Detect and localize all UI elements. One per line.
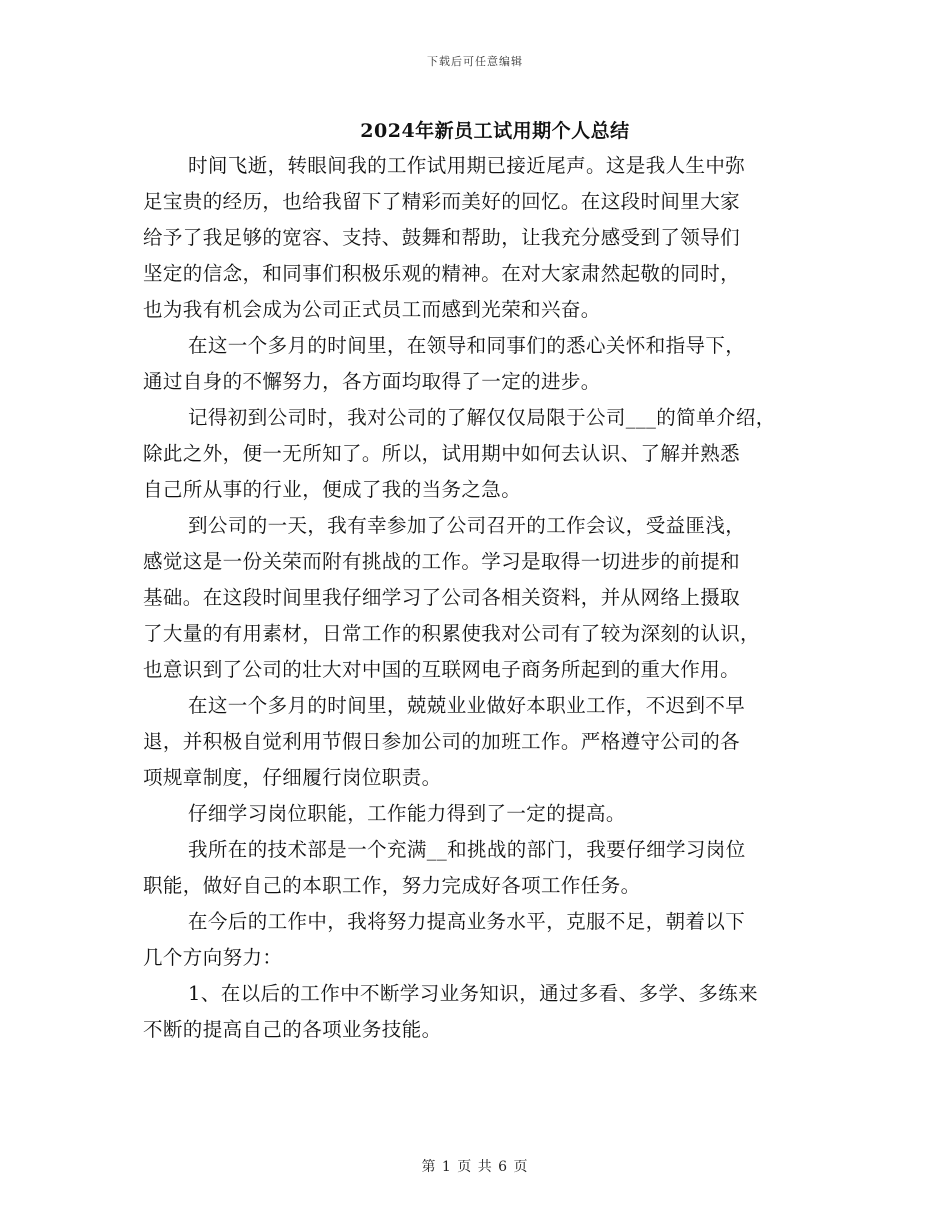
- paragraph-line: 给予了我足够的宽容、支持、鼓舞和帮助，让我充分感受到了领导们: [143, 226, 741, 249]
- paragraph-line: 1、在以后的工作中不断学习业务知识，通过多看、多学、多练来: [188, 982, 759, 1005]
- paragraph-line: 感觉这是一份关荣而附有挑战的工作。学习是取得一切进步的前提和: [143, 550, 741, 573]
- paragraph-line: 也意识到了公司的壮大对中国的互联网电子商务所起到的重大作用。: [143, 658, 741, 681]
- paragraph-line: 自己所从事的行业，便成了我的当务之急。: [143, 478, 522, 501]
- paragraph-line: 足宝贵的经历，也给我留下了精彩而美好的回忆。在这段时间里大家: [143, 190, 741, 213]
- paragraph-line: 我所在的技术部是一个充满__和挑战的部门，我要仔细学习岗位: [188, 838, 746, 861]
- paragraph-line: 几个方向努力：: [143, 946, 283, 969]
- paragraph-line: 除此之外，便一无所知了。所以，试用期中如何去认识、了解并熟悉: [143, 442, 741, 465]
- paragraph-line: 了大量的有用素材，日常工作的积累使我对公司有了较为深刻的认识，: [143, 622, 760, 645]
- document-body: [143, 148, 833, 1048]
- paragraph-line: 在这一个多月的时间里，在领导和同事们的悉心关怀和指导下，: [188, 334, 746, 357]
- paragraph-line: 在今后的工作中，我将努力提高业务水平，克服不足，朝着以下: [188, 910, 746, 933]
- paragraph-line: 职能，做好自己的本职工作，努力完成好各项工作任务。: [143, 874, 641, 897]
- page-footer: 第 1 页 共 6 页: [421, 1159, 529, 1175]
- paragraph-line: 不断的提高自己的各项业务技能。: [143, 1018, 442, 1041]
- paragraph-line: 基础。在这段时间里我仔细学习了公司各相关资料，并从网络上摄取: [143, 586, 741, 609]
- paragraph-line: 坚定的信念，和同事们积极乐观的精神。在对大家肃然起敬的同时，: [143, 262, 741, 285]
- page-header: 下载后可任意编辑: [427, 55, 523, 68]
- paragraph-line: 项规章制度，仔细履行岗位职责。: [143, 766, 442, 789]
- paragraph-line: 记得初到公司时，我对公司的了解仅仅局限于公司___的简单介绍，: [188, 406, 776, 429]
- paragraph-line: 仔细学习岗位职能，工作能力得到了一定的提高。: [188, 802, 626, 825]
- paragraph-line: 退，并积极自觉利用节假日参加公司的加班工作。严格遵守公司的各: [143, 730, 741, 753]
- paragraph-line: 到公司的一天，我有幸参加了公司召开的工作会议，受益匪浅，: [188, 514, 746, 537]
- paragraph-line: 也为我有机会成为公司正式员工而感到光荣和兴奋。: [143, 298, 601, 321]
- paragraph-line: 通过自身的不懈努力，各方面均取得了一定的进步。: [143, 370, 601, 393]
- paragraph-line: 时间飞逝，转眼间我的工作试用期已接近尾声。这是我人生中弥: [188, 154, 746, 177]
- paragraph-line: 在这一个多月的时间里，兢兢业业做好本职业工作，不迟到不早: [188, 694, 746, 717]
- document-title: 2024年新员工试用期个人总结: [360, 120, 630, 142]
